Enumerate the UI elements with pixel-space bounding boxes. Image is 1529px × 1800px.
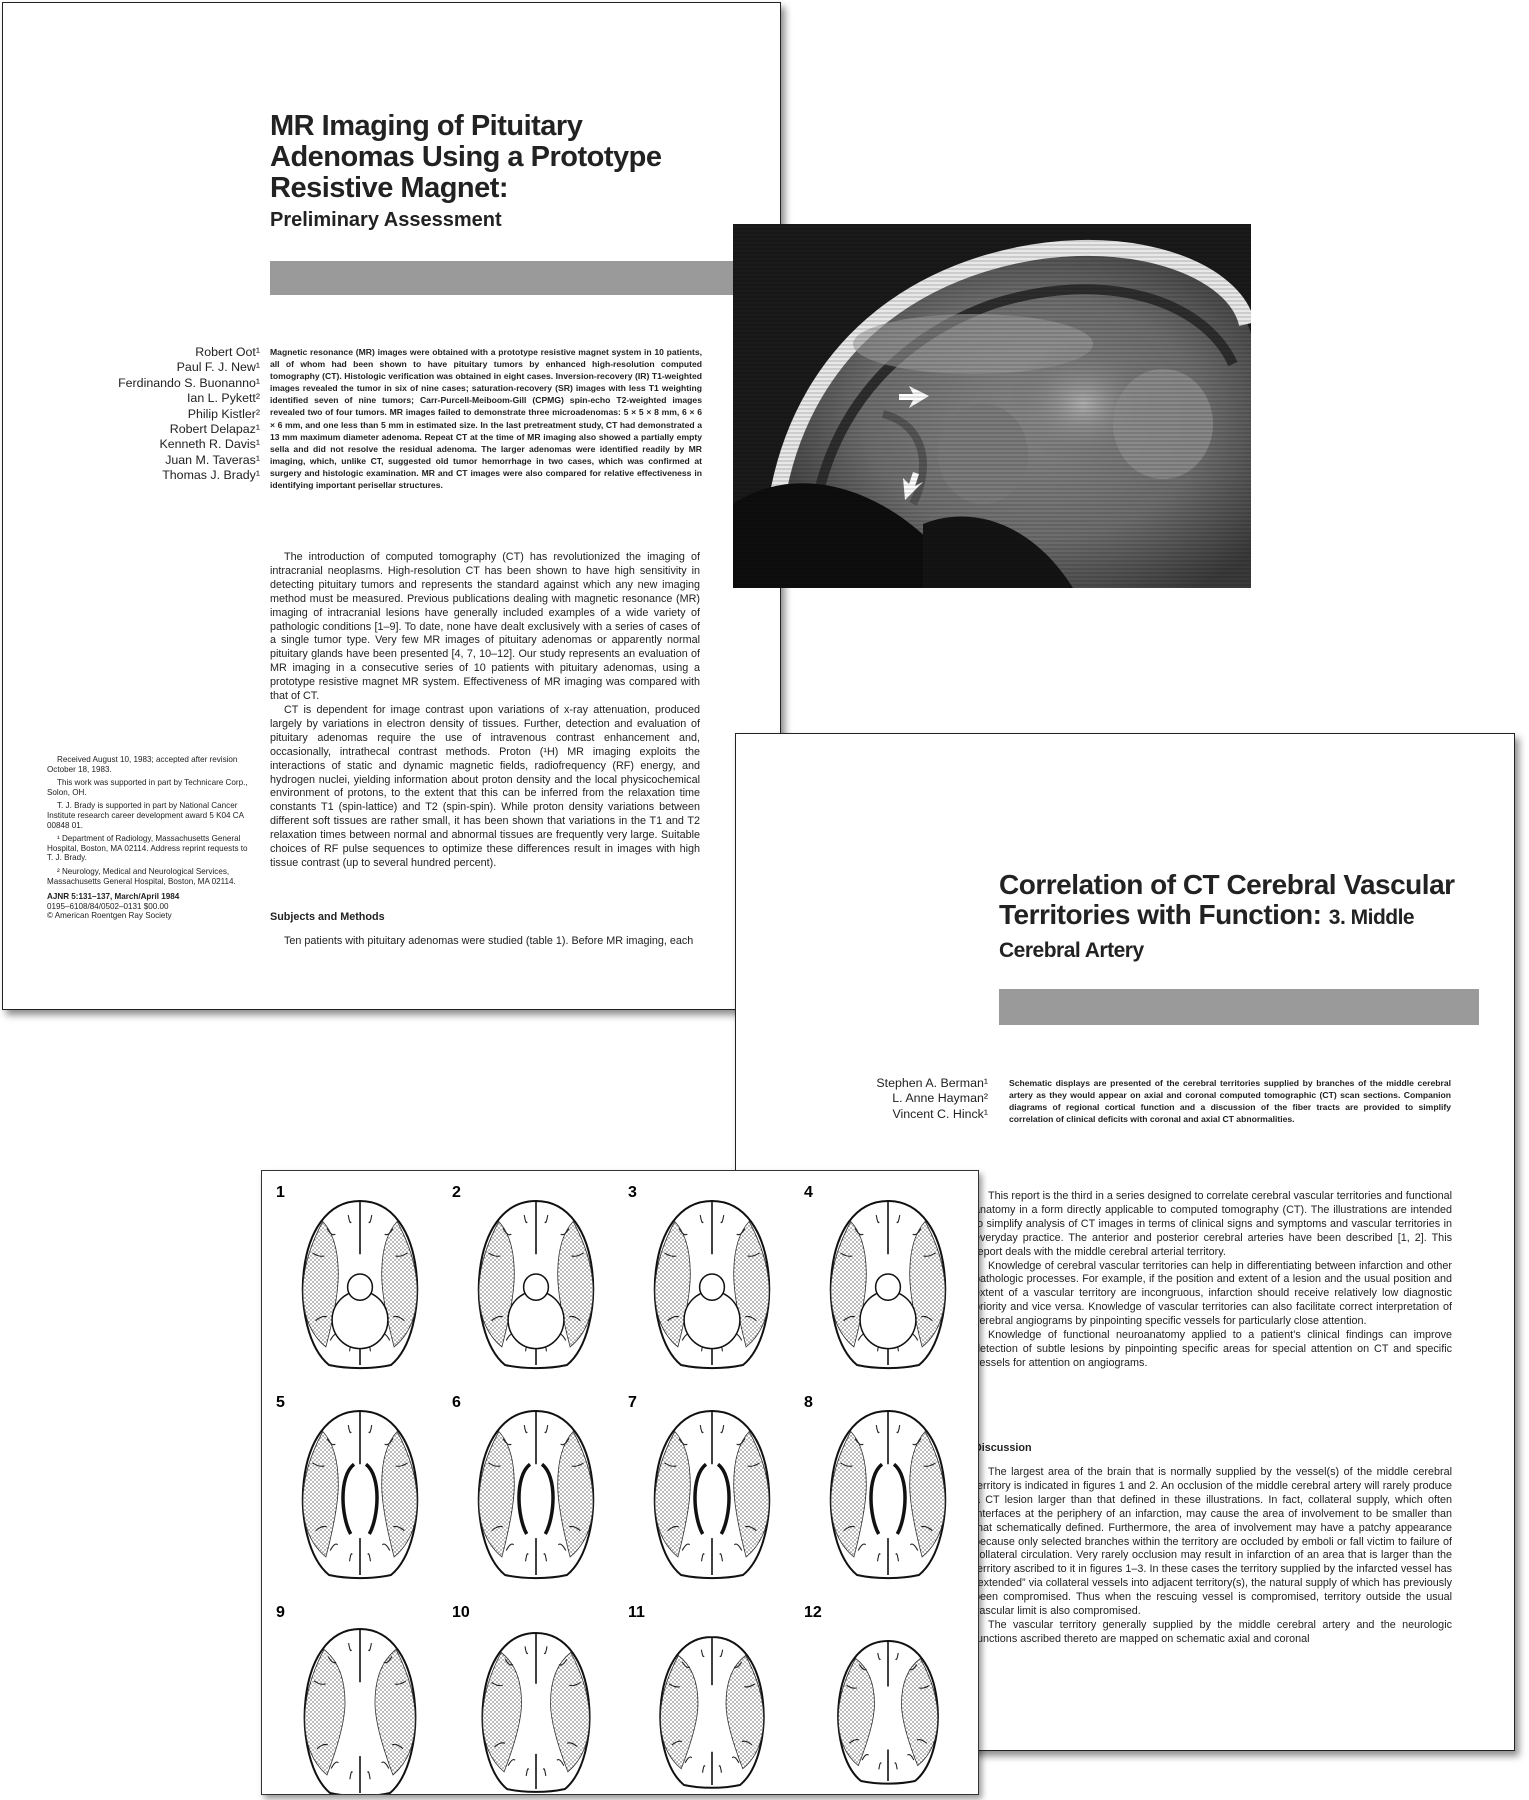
paper2-body — [974, 1190, 1452, 1371]
paragraph: The vascular territory generally supplied by the middle cerebral artery and the neurologic functions ascribed thereto are mapped on schematic axial and coronal — [974, 1618, 1452, 1645]
brain-section-5 — [276, 1394, 417, 1578]
copyright: © American Roentgen Ray Society — [47, 911, 172, 921]
author: Ferdinando S. Buonanno¹ — [118, 375, 260, 390]
journal-ref: AJNR 5:131–137, March/April 1984 — [47, 892, 180, 902]
figure-label: 8 — [804, 1394, 813, 1411]
paper1-subtitle: Preliminary Assessment — [270, 209, 502, 231]
figure-label: 9 — [276, 1604, 285, 1621]
figure-label: 11 — [628, 1604, 645, 1621]
footnote: ¹ Department of Radiology, Massachusetts General Hospital, Boston, MA 02114. Address reprint requests to T. J. Brady. — [47, 834, 248, 863]
figure-label: 4 — [804, 1184, 813, 1201]
figure-label: 12 — [804, 1604, 822, 1621]
paper2-title-bar — [999, 989, 1479, 1025]
paper1-title: MR Imaging of Pituitary Adenomas Using a Prototype Resistive Magnet: — [270, 110, 662, 204]
figure-label: 1 — [276, 1184, 285, 1201]
footnote: This work was supported in part by Technicare Corp., Solon, OH. — [47, 778, 248, 797]
author: Philip Kistler² — [187, 406, 260, 421]
brain-section-6 — [452, 1394, 593, 1578]
author: Kenneth R. Davis¹ — [159, 437, 260, 452]
paper1-title-bar — [270, 261, 770, 295]
paragraph: The largest area of the brain that is normally supplied by the vessel(s) of the middle cerebral territory is indicated in figures 1 and 2. An occlusion of the middle cerebral artery will rarely produce a CT lesion larger than that defined in these illustrations. In fact, collateral supply, which often interfaces at the periphery of an infarction, may cause the area of involvement to be smaller than that schematically defined. Furthermore, the area of involvement may have a patchy appearance because only selected branches within the territory are occluded by emboli or fall victim to failure of collateral circulation. Very rarely occlusion may result in infarction of an area that is larger than the territory ascribed to it in figures 1–3. In these cases the territory supplied by the infarcted vessel has “extended” via collateral vessels into adjacent territory(s), the natural supply of which has previously been compromised. Thus when the rescuing vessel is compromised, territory outside the usual vascular limit is also compromised. — [974, 1466, 1452, 1618]
paragraph: This report is the third in a series designed to correlate cerebral vascular territories and functional anatomy in a form directly applicable to computed tomography (CT). The illustrations are intended to simplify analysis of CT images in terms of clinical signs and symptoms and vascular territories in everyday practice. The anterior and posterior cerebral arteries have been described [1, 2]. This report deals with the middle cerebral arterial territory. — [974, 1190, 1452, 1258]
brain-territory-figure — [261, 1170, 979, 1795]
brainstem — [524, 1274, 549, 1300]
figure-label: 10 — [452, 1604, 470, 1621]
paper1-footnotes — [47, 755, 249, 921]
author: Stephen A. Berman¹ — [876, 1076, 988, 1090]
paper1-body — [270, 551, 700, 871]
author: Ian L. Pykett² — [186, 391, 260, 406]
brain-section-12 — [804, 1604, 938, 1784]
brain-section-3 — [628, 1184, 769, 1368]
paper1-section-heading: Subjects and Methods — [270, 911, 385, 923]
paper-mr-imaging — [2, 2, 781, 1010]
brain-section-2 — [452, 1184, 593, 1368]
brain-section-11 — [628, 1604, 764, 1788]
author: Paul F. J. New¹ — [176, 360, 260, 375]
paper1-section-text — [270, 935, 710, 949]
paragraph: Ten patients with pituitary adenomas were studied (table 1). Before MR imaging, each — [284, 935, 694, 947]
issn: 0195–6108/84/0502–0131 $00.00 — [47, 901, 169, 911]
brainstem — [700, 1274, 725, 1300]
paper2-authors — [796, 1076, 988, 1122]
author: Robert Oot¹ — [195, 345, 260, 359]
paper2-abstract: Schematic displays are presented of the cerebral territories supplied by branches of the middle cerebral artery as they would appear on axial and coronal computed tomographic (CT) scan sections. Companion diagrams of regional cortical function and a discussion of the fiber tracts are provided to simplify correlation of clinical deficits with coronal and axial CT abnormalities. — [1009, 1078, 1451, 1125]
paragraph: CT is dependent for image contrast upon variations of x-ray attenuation, produced largely by variations in electron density of tissues. Further, detection and evaluation of pituitary adenomas require the use of intravenous contrast enhancement and, occasionally, intrathecal contrast methods. Proton (¹H) MR imaging exploits the interactions of static and dynamic magnetic fields, radiofrequency (RF) energy, and hydrogen nuclei, yielding information about proton density and the local physicochemical environment of protons, to the extent that this can be inferred from the relaxation time constants T1 (spin-lattice) and T2 (spin-spin). While proton density variations between different soft tissues are rather small, it has been shown that variations in the T1 and T2 relaxation times between normal and abnormal tissues are frequently very large. Suitable choices of RF pulse sequences to optimize these differences result in images with high tissue contrast (up to several hundred percent). — [270, 703, 700, 869]
paper2-discussion — [974, 1466, 1452, 1647]
paper2-title-sub: 3. Middle Cerebral Artery — [999, 906, 1415, 962]
paper2-title-main: Correlation of CT Cerebral Vascular Territories with Function: — [999, 869, 1455, 930]
figure-label: 3 — [628, 1184, 637, 1201]
paper2-title — [999, 870, 1469, 966]
brain-section-9 — [276, 1604, 415, 1795]
paragraph: Knowledge of functional neuroanatomy applied to a patient’s clinical findings can improve detection of subtle lesions by pinpointing specific areas for special attention on CT and specific vessels for attention on angiograms. — [974, 1329, 1452, 1369]
brain-section-4 — [804, 1184, 945, 1368]
figure-label: 2 — [452, 1184, 461, 1201]
figure-label: 6 — [452, 1394, 461, 1411]
paragraph: Knowledge of cerebral vascular territories can help in differentiating between infarction and other pathologic processes. For example, if the position and extent of a lesion and the usual position and extent of a vascular territory are incongruous, infarction should receive relatively low diagnostic priority and vice versa. Knowledge of vascular territories can also facilitate correct interpretation of cerebral angiograms by pinpointing specific vessels for particularly close attention. — [974, 1259, 1452, 1328]
author: Vincent C. Hinck¹ — [892, 1106, 988, 1121]
footnote: T. J. Brady is supported in part by National Cancer Institute research career development award 5 K04 CA 00848 01. — [47, 801, 244, 830]
brain-section-1 — [276, 1184, 417, 1368]
footnote: Received August 10, 1983; accepted after revision October 18, 1983. — [47, 755, 238, 774]
brain-section-7 — [628, 1394, 769, 1578]
paper1-abstract: Magnetic resonance (MR) images were obtained with a prototype resistive magnet system in 10 patients, all of whom had been shown to have pituitary tumors by enhanced high-resolution computed tomography (CT). Histologic verification was obtained in eight cases. Inversion-recovery (IR) T1-weighted images revealed the tumor in six of nine cases; saturation-recovery (SR) images with less T1 weighting identified seven of nine tumors; Carr-Purcell-Meiboom-Gill (CPMG) spin-echo T2-weighted images revealed two of four tumors. MR images failed to demonstrate three microadenomas: 5 × 5 × 8 mm, 6 × 6 × 6 mm, and one less than 5 mm in estimated size. In the last pretreatment study, CT had demonstrated a 13 mm maximum diameter adenoma. Repeat CT at the time of MR imaging also showed a partially empty sella and did not resolve the residual adenoma. The larger adenomas were identified readily by MR imaging, which, unlike CT, suggested old tumor hemorrhage in two cases, which was confirmed at surgery and histologic examination. MR and CT images were also compared for relative effectiveness in identifying important perisellar structures. — [270, 347, 702, 491]
author: Juan M. Taveras¹ — [165, 452, 260, 467]
mri-sagittal-image — [733, 224, 1251, 588]
author: Robert Delapaz¹ — [169, 422, 260, 437]
figure-label: 7 — [628, 1394, 637, 1411]
paragraph: The introduction of computed tomography (CT) has revolutionized the imaging of intracranial neoplasms. High-resolution CT has been shown to have high sensitivity in detecting pituitary tumors and represents the standard against which any new imaging method must be measured. Previous publications dealing with magnetic resonance (MR) imaging of intracranial lesions have generally included examples of a wide variety of pathologic conditions [1–9]. To date, none have dealt exclusively with a series of cases of a single tumor type. Very few MR images of pituitary adenomas or apparently normal pituitary glands have been presented [4, 7, 10–12]. Our study represents an evaluation of MR imaging in a consecutive series of 10 patients with pituitary adenomas, using a prototype resistive magnet MR system. Effectiveness of MR imaging was compared with that of CT. — [270, 551, 700, 703]
footnote: ² Neurology, Medical and Neurological Services, Massachusetts General Hospital, Boston, MA 02114. — [47, 866, 236, 886]
brainstem — [876, 1274, 901, 1300]
paper1-authors — [43, 345, 260, 484]
brain-section-10 — [452, 1604, 590, 1792]
figure-label: 5 — [276, 1394, 285, 1411]
paper2-section-heading: Discussion — [974, 1442, 1032, 1454]
brain-section-8 — [804, 1394, 945, 1578]
author: Thomas J. Brady¹ — [162, 468, 260, 483]
author: L. Anne Hayman² — [892, 1091, 988, 1106]
brainstem — [348, 1274, 373, 1300]
